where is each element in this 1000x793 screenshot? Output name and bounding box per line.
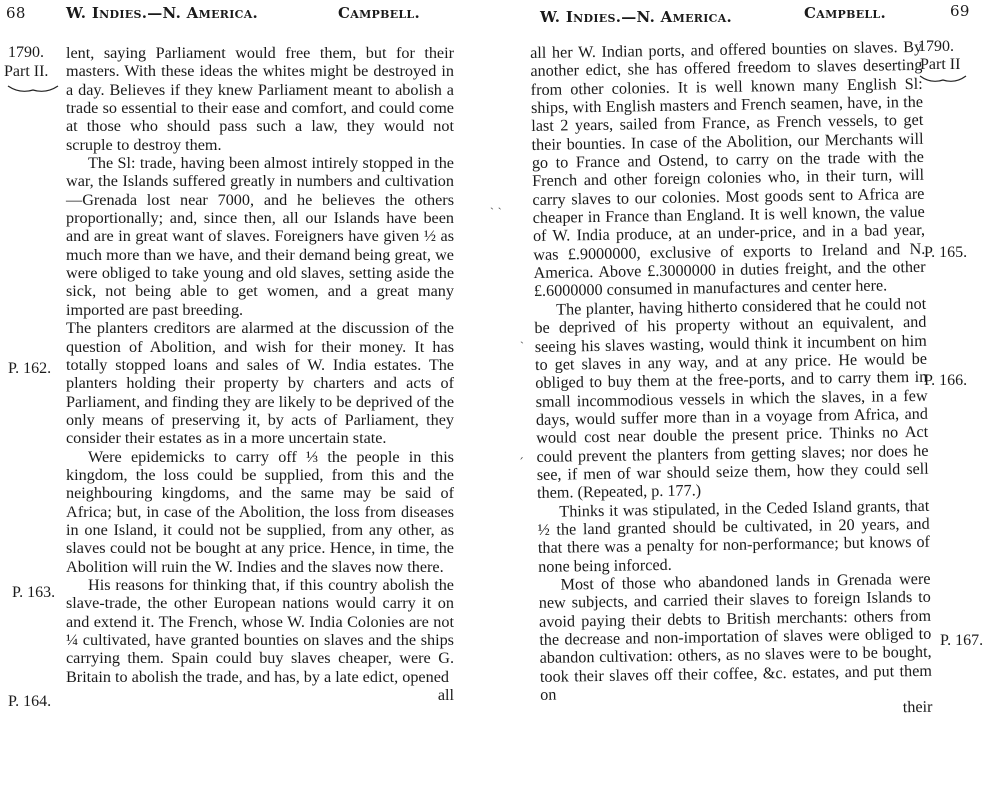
margin-part: Part II. [4, 63, 49, 80]
margin-p167: P. 167. [940, 632, 984, 649]
left-text-block [66, 44, 454, 704]
page-number: 68 [6, 4, 26, 22]
running-head-author: Campbell. [338, 4, 420, 22]
right-page [490, 0, 1000, 793]
margin-p163: P. 163. [12, 584, 56, 601]
left-paragraph: His reasons for thinking that, if this country abolish the slave-trade, the other European nations would carry it on and extend it. The French, whose W. India Colonies are not ¼ cultivated, have granted bounties on slaves and the ships carrying them. Spain could buy slaves cheaper, were G. Britain to abolish the trade, and has, by a late edict, opened [66, 575, 454, 686]
running-head-title: W. Indies.—N. America. [540, 8, 733, 26]
margin-brace [918, 74, 968, 86]
right-text-block [530, 38, 933, 723]
right-paragraph: Most of those who abandoned lands in Grenada were new subjects, and carried their slaves to foreign Islands to avoid paying their debts to British merchants: others from the decrease and non-importation of slaves were obliged to abandon cultivation: others, as no slaves were to be bought, took their slaves off their coffee, &c. estates, and put them on [538, 569, 933, 704]
stray-mark: ˎ ˏ [490, 196, 502, 210]
margin-p164: P. 164. [8, 693, 52, 710]
catchword: their [902, 698, 933, 717]
margin-year: 1790. [8, 44, 44, 61]
margin-p165: P. 165. [924, 244, 968, 261]
left-paragraph: The Sl: trade, having been almost intirely stopped in the war, the Islands suffered greatly in numbers and cultivation—Grenada lost near 7000, and he believes the others proportionally; and, since then, all our Islands have been and are in great want of slaves. Foreigners have given ½ as much more than we have, and their demand being great, we were obliged to take young and old slaves, setting aside the sick, not being able to get women, and a great many imported are past breeding. [66, 154, 454, 319]
stray-mark: ˏ [520, 330, 524, 344]
right-paragraph: all her W. Indian ports, and offered bounties on slaves. By another edict, she has offered freedom to slaves deserting from other colonies. It is well known many English Sl: ships, with English masters and French seamen, have, in the last 2 years, sailed from France, as French vessels, to get their bounties. In case of the Abolition, our Merchants will go to France and Ostend, to carry on the trade with the French and other foreign colonies who, in their turn, will carry slaves to our colonies. Most goods sent to Africa are cheaper in France than England. It is well known, the value of W. India produce, at an under-price, and in a bad year, was £.9000000, exclusive of exports to Ireland and N. America. Above £.3000000 in duties freight, and the other £.6000000 consumed in manufactures and center here. [530, 37, 926, 301]
right-paragraph: Thinks it was stipulated, in the Ceded Island grants, that ½ the land granted should be cultivated, in 20 years, and that there was a penalty for non-performance; but knows of none being inforced. [537, 496, 931, 576]
left-paragraph: The planters creditors are alarmed at the discussion of the question of Abolition, and wish for their money. It has totally stopped loans and sales of W. India estates. The planters holding their property by charters and acts of Parliament, and finding they are likely to be deprived of the only means of preserving it, by acts of Parliament, they consider their estates as in a more uncertain state. [66, 319, 454, 448]
catchword: all [437, 686, 454, 705]
margin-part: Part II [920, 56, 961, 73]
page-number: 69 [950, 2, 970, 20]
margin-brace [6, 84, 60, 96]
margin-p166: P. 166. [924, 372, 968, 389]
left-paragraph: lent, saying Parliament would free them, but for their masters. With these ideas the whites might be destroyed in a day. Believes if they knew Parliament meant to abolish a trade so essential to their ease and comfort, and could come at those who should pass such a law, they would not scruple to destroy them. [66, 44, 454, 154]
running-head-author: Campbell. [804, 4, 886, 22]
left-paragraph: Were epidemicks to carry off ⅓ the people in this kingdom, the loss could be supplied, from this and the neighbouring kingdoms, and the same may be said of Africa; but, in case of the Abolition, the loss from diseases in one Island, it could not be supplied, from any other, as slaves could not be bought at any price. Hence, in time, the Abolition will ruin the W. Indies and the slaves now there. [66, 447, 454, 576]
margin-year: 1790. [918, 38, 954, 55]
running-head-title: W. Indies.—N. America. [66, 4, 259, 22]
stray-mark: ˊ [518, 456, 524, 470]
margin-p162: P. 162. [8, 360, 52, 377]
right-paragraph: The planter, having hitherto considered that he could not be deprived of his property without an equivalent, and seeing his slaves wasting, would think it incumbent on him to get slaves in any way, and at any price. He would be obliged to buy them at the free-ports, and to carry them in small incommodious vessels in which the slaves, in a few days, would suffer more than in a voyage from Africa, and would cost near double the present price. Thinks no Act could prevent the planters from getting slaves; nor does he see, if men of war should seize them, how they could sell them. (Repeated, p. 177.) [534, 294, 929, 503]
